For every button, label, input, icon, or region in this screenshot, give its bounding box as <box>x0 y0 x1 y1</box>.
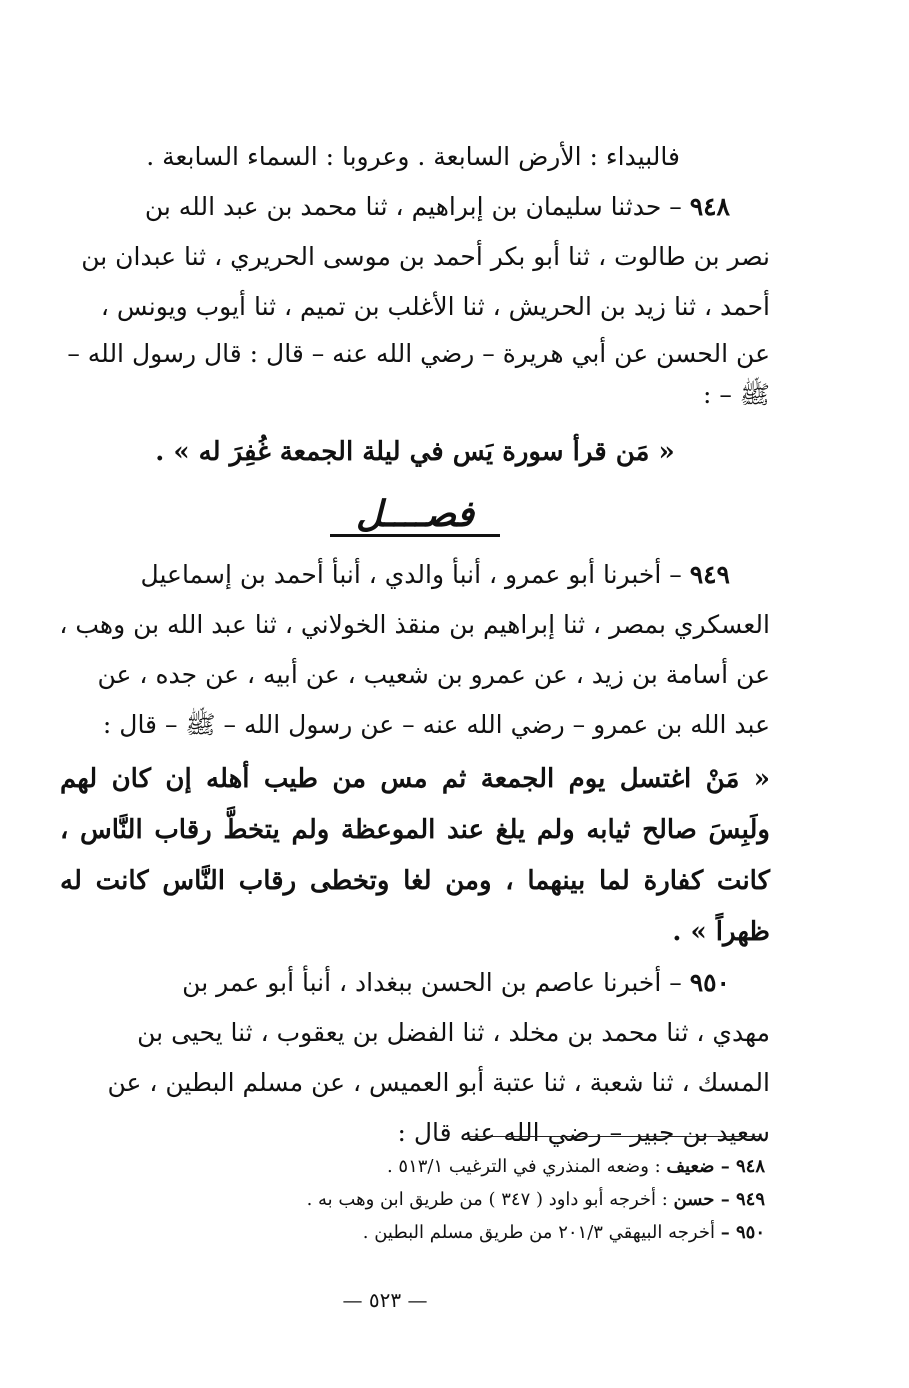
footnote-949-number: ٩٤٩ <box>735 1189 765 1210</box>
hadith-948-line-2: نصر بن طالوت ، ثنا أبو بكر أحمد بن موسى الحريري ، ثنا عبدان بن <box>81 242 770 271</box>
section-heading-text: فصــــل <box>330 494 500 537</box>
hadith-949-line-2: العسكري بمصر ، ثنا إبراهيم بن منقذ الخولاني ، ثنا عبد الله بن وهب ، <box>59 610 770 639</box>
hadith-949-line-3: عن أسامة بن زيد ، عن عمرو بن شعيب ، عن أبيه ، عن جده ، عن <box>97 660 770 689</box>
hadith-948-line-1-text: – حدثنا سليمان بن إبراهيم ، ثنا محمد بن عبد الله بن <box>144 192 690 221</box>
hadith-948-line-5: ﷺ – : <box>702 380 770 409</box>
footnote-divider <box>470 1136 760 1137</box>
hadith-949-number: ٩٤٩ <box>689 560 730 589</box>
hadith-950-line-4: سعيد بن جبير – رضي الله عنه قال : <box>397 1118 770 1147</box>
footnote-949: ٩٤٩ – حسن : أخرجه أبو داود ( ٣٤٧ ) من طريق ابن وهب به . <box>306 1189 765 1210</box>
footnote-948-grade: ضعيف <box>666 1156 715 1177</box>
footnote-949-grade: حسن <box>673 1189 715 1210</box>
section-heading <box>60 484 770 544</box>
hadith-949-line-4: عبد الله بن عمرو – رضي الله عنه – عن رسول الله – ﷺ – قال : <box>102 710 770 739</box>
intro-line: فالبيداء : الأرض السابعة . وعروبا : السماء السابعة . <box>146 142 680 171</box>
footnote-948: ٩٤٨ – ضعيف : وضعه المنذري في الترغيب ٥١٣/١ . <box>386 1156 765 1177</box>
hadith-950-number: ٩٥٠ <box>689 968 730 997</box>
hadith-950-line-3: المسك ، ثنا شعبة ، ثنا عتبة أبو العميس ، عن مسلم البطين ، عن <box>107 1068 770 1097</box>
hadith-948-line-1 <box>60 182 770 232</box>
hadith-950-line-1 <box>60 958 770 1008</box>
footnote-950-text: أخرجه البيهقي ٢٠١/٣ من طريق مسلم البطين . <box>362 1222 721 1243</box>
hadith-949-text: « مَنْ اغتسل يوم الجمعة ثم مس من طيب أهله إن كان لهم ولَبِسَ صالح ثيابه ولم يلغ عند الموعظة ولم يتخطَّ رقاب النَّاس ، كانت كفارة لما بينهما ، ومن لغا وتخطى رقاب النَّاس كانت له ظهراً » . <box>60 764 770 947</box>
footnote-949-text: : أخرجه أبو داود ( ٣٤٧ ) من طريق ابن وهب به . <box>306 1189 674 1210</box>
footnote-948-number: ٩٤٨ <box>735 1156 765 1177</box>
hadith-948-number: ٩٤٨ <box>689 192 730 221</box>
footnote-948-text: : وضعه المنذري في الترغيب ٥١٣/١ . <box>386 1156 667 1177</box>
hadith-950-line-1-text: – أخبرنا عاصم بن الحسن ببغداد ، أنبأ أبو عمر بن <box>182 968 690 997</box>
hadith-950-line-2: مهدي ، ثنا محمد بن مخلد ، ثنا الفضل بن يعقوب ، ثنا يحيى بن <box>137 1018 770 1047</box>
hadith-948-line-4: عن الحسن عن أبي هريرة – رضي الله عنه – قال : قال رسول الله – <box>67 339 770 368</box>
page-body <box>60 132 770 1158</box>
hadith-949-line-1-text: – أخبرنا أبو عمرو ، أنبأ والدي ، أنبأ أحمد بن إسماعيل <box>140 560 690 589</box>
page-number: — ٥٢٣ — <box>342 1288 428 1312</box>
hadith-948-text: « مَن قرأ سورة يَس في ليلة الجمعة غُفِرَ له » . <box>155 437 675 467</box>
hadith-948-line-3: أحمد ، ثنا زيد بن الحريش ، ثنا الأغلب بن تميم ، ثنا أيوب ويونس ، <box>100 292 770 321</box>
footnote-950: ٩٥٠ – أخرجه البيهقي ٢٠١/٣ من طريق مسلم البطين . <box>362 1222 765 1243</box>
footnotes <box>100 1150 765 1249</box>
hadith-949-line-1 <box>60 550 770 600</box>
footnote-950-number: ٩٥٠ <box>735 1222 765 1243</box>
